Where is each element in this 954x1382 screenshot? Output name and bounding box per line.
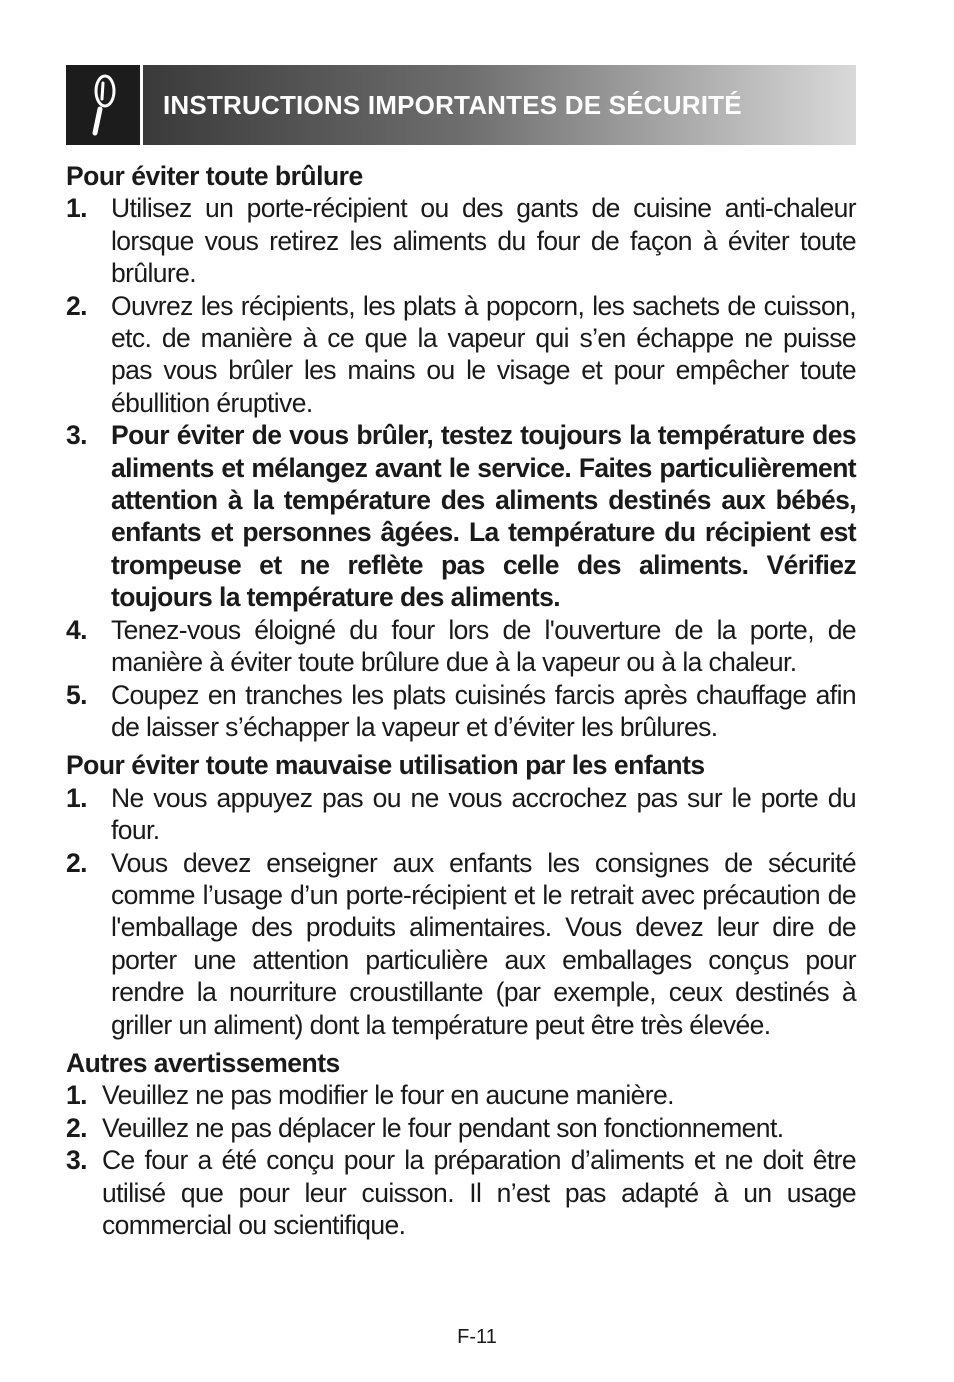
item-number: 1. [66,193,87,224]
item-number: 4. [66,614,87,645]
item-text: Vous devez enseigner aux enfants les consignes de sécurité comme l’usage d’un porte-récipient et le retrait avec précaution de l'emballage des produits alimentaires. Vous devez leur dire de porter une attention particulière aux emballages conçus pour rendre la nourriture croustillante (par exemple, ceux destinés à griller un aliment) dont la température peut être très élevée. [111,847,856,1040]
item-number: 5. [66,679,87,710]
item-number: 2. [66,1112,87,1143]
section-title: Pour éviter toute mauvaise utilisation par les enfants [66,750,705,781]
list-item [66,679,856,744]
numbered-list [66,782,856,1041]
numbered-list [66,1079,856,1241]
header-bar [143,65,856,145]
list-item [66,782,856,847]
item-number: 1. [66,782,87,813]
section-children [66,749,856,1041]
list-item [66,1112,856,1144]
list-item [66,192,856,289]
item-text: Utilisez un porte-récipient ou des gants de cuisine anti-chaleur lorsque vous retirez les aliments du four de façon à éviter toute brûlure. [111,193,856,289]
list-item [66,1144,856,1241]
list-item [66,290,856,420]
item-text: Veuillez ne pas modifier le four en aucune manière. [102,1080,674,1111]
item-text: Veuillez ne pas déplacer le four pendant son fonctionnement. [102,1112,784,1143]
item-text: Ouvrez les récipients, les plats à popcorn, les sachets de cuisson, etc. de manière à ce que la vapeur qui s’en échappe ne puisse pas vous brûler les mains ou le visage et pour empêcher toute ébullition éruptive. [111,290,856,418]
item-text: Pour éviter de vous brûler, testez toujours la température des aliments et mélangez avant le service. Faites particulièrement attention à la température des aliments destinés aux bébés, enfants et personnes âgées. La température du récipient est trompeuse et ne reflète pas celle des aliments. Vérifiez toujours la température des aliments. [111,420,856,613]
section-header [66,65,856,145]
item-number: 3. [66,1145,87,1176]
section-title: Pour éviter toute brûlure [66,161,363,191]
section-other-warnings [66,1047,856,1241]
exclamation-icon [83,73,123,137]
item-text: Tenez-vous éloigné du four lors de l'ouverture de la porte, de manière à éviter toute brûlure due à la vapeur ou à la chaleur. [111,614,856,678]
page-number: F-11 [457,1326,497,1348]
item-text: Coupez en tranches les plats cuisinés farcis après chauffage afin de laisser s’échapper la vapeur et d’éviter les brûlures. [111,679,856,742]
list-item-warning [66,419,856,613]
item-text: Ne vous appuyez pas ou ne vous accrochez pas sur le porte du four. [111,782,856,846]
list-item [66,847,856,1041]
list-item [66,614,856,679]
item-text: Ce four a été conçu pour la préparation d’aliments et ne doit être utilisé que pour leur cuisson. Il n’est pas adapté à un usage commercial ou scientifique. [102,1145,856,1240]
list-item [66,1079,856,1111]
section-burns [66,160,856,743]
page-title: INSTRUCTIONS IMPORTANTES DE SÉCURITÉ [163,89,742,120]
item-number: 2. [66,290,87,321]
section-title: Autres avertissements [66,1047,340,1078]
item-number: 1. [66,1080,87,1111]
item-number: 3. [66,420,87,451]
numbered-list [66,192,856,743]
main-content [66,160,856,1241]
item-number: 2. [66,847,87,878]
header-icon-box [66,65,143,145]
